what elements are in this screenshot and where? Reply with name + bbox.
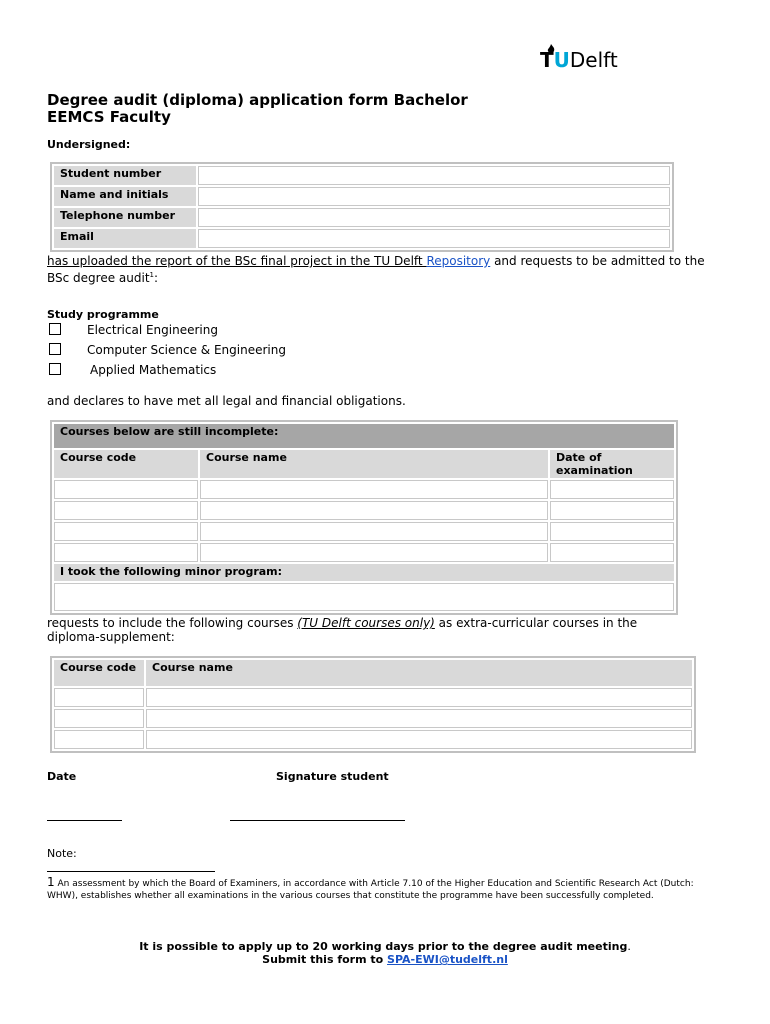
footnote-divider [47, 871, 215, 872]
deadline-period: . [627, 940, 631, 953]
undersigned-label: Undersigned: [47, 138, 131, 151]
programme-option[interactable] [49, 343, 286, 358]
name-field[interactable] [198, 187, 670, 206]
table-row [54, 688, 692, 707]
course-code-header: Course code [54, 660, 144, 686]
statement-colon: : [154, 271, 159, 285]
course-code-cell[interactable] [54, 709, 144, 728]
checkbox[interactable] [49, 323, 61, 335]
tudelft-logo [540, 48, 618, 72]
study-programme-label: Study programme [47, 308, 159, 321]
minor-label: I took the following minor program: [54, 564, 674, 581]
option-label: Applied Mathematics [90, 363, 217, 377]
extra-curricular-text [47, 616, 727, 644]
incomplete-courses-table [50, 420, 678, 615]
table-row [54, 583, 674, 611]
table-row [54, 660, 692, 686]
note-label: Note: [47, 847, 77, 860]
extra-text-3: diploma-supplement: [47, 630, 175, 644]
upload-statement [47, 254, 727, 285]
table-row [54, 709, 692, 728]
table-row [54, 564, 674, 581]
course-name-header: Course name [200, 450, 548, 478]
title-line-2: EEMCS Faculty [47, 108, 171, 126]
course-code-cell[interactable] [54, 522, 198, 541]
option-label: Computer Science & Engineering [87, 343, 286, 357]
extra-courses-table [50, 656, 696, 753]
title-line-1: Degree audit (diploma) application form Bachelor [47, 91, 468, 109]
submission-info [0, 940, 770, 966]
course-name-cell[interactable] [146, 730, 692, 749]
table-row [54, 424, 674, 448]
course-name-cell[interactable] [146, 709, 692, 728]
programme-option[interactable] [49, 363, 217, 378]
course-name-header: Course name [146, 660, 692, 686]
checkbox[interactable] [49, 343, 61, 355]
date-header: Date of examination [550, 450, 674, 478]
repository-link[interactable]: Repository [426, 254, 491, 268]
date-cell[interactable] [550, 522, 674, 541]
table-row [54, 166, 670, 185]
date-cell[interactable] [550, 501, 674, 520]
option-label: Electrical Engineering [87, 323, 218, 337]
declaration-text: and declares to have met all legal and financial obligations. [47, 394, 406, 408]
name-label: Name and initials [54, 187, 196, 206]
extra-text-2: as extra-curricular courses in the [434, 616, 638, 630]
email-field[interactable] [198, 229, 670, 248]
table-row [54, 208, 670, 227]
table-row [54, 730, 692, 749]
course-name-cell[interactable] [146, 688, 692, 707]
table-row [54, 229, 670, 248]
date-label: Date [47, 770, 77, 783]
signature-label: Signature student [276, 770, 389, 783]
statement-line-2: BSc degree audit [47, 271, 150, 285]
footnote-ref: 1 [149, 271, 155, 279]
course-code-cell[interactable] [54, 730, 144, 749]
signature-line[interactable] [230, 820, 405, 821]
extra-text-1: requests to include the following courses [47, 616, 298, 630]
course-code-cell[interactable] [54, 688, 144, 707]
course-code-cell[interactable] [54, 501, 198, 520]
student-info-table [50, 162, 674, 252]
footnote-number: 1 [47, 875, 55, 889]
extra-emphasis: (TU Delft courses only) [297, 616, 435, 630]
date-line[interactable] [47, 820, 122, 821]
email-label: Email [54, 229, 196, 248]
date-cell[interactable] [550, 480, 674, 499]
submit-text: Submit this form to [262, 953, 388, 966]
student-number-field[interactable] [198, 166, 670, 185]
statement-text: has uploaded the report of the BSc final project in the TU Delft [47, 254, 427, 268]
statement-text-2: and requests to be admitted to the [490, 254, 705, 268]
telephone-label: Telephone number [54, 208, 196, 227]
table-row [54, 543, 674, 562]
course-name-cell[interactable] [200, 480, 548, 499]
course-code-header: Course code [54, 450, 198, 478]
telephone-field[interactable] [198, 208, 670, 227]
checkbox[interactable] [49, 363, 61, 375]
date-cell[interactable] [550, 543, 674, 562]
course-name-cell[interactable] [200, 501, 548, 520]
student-number-label: Student number [54, 166, 196, 185]
logo-delft: Delft [569, 48, 618, 72]
course-name-cell[interactable] [200, 522, 548, 541]
table-row [54, 501, 674, 520]
logo-u: U [553, 48, 570, 72]
table-row [54, 480, 674, 499]
course-code-cell[interactable] [54, 543, 198, 562]
footnote-text: An assessment by which the Board of Examiners, in accordance with Article 7.10 of the Higher Education and Scientific Research Act (Dutch: WHW), establishes whether all examinations in the various courses that constitute the programme have been successfully completed. [47, 879, 694, 901]
minor-field[interactable] [54, 583, 674, 611]
programme-option[interactable] [49, 323, 218, 338]
deadline-text: It is possible to apply up to 20 working days prior to the degree audit meeting [139, 940, 628, 953]
course-code-cell[interactable] [54, 480, 198, 499]
course-name-cell[interactable] [200, 543, 548, 562]
logo-t: T [540, 48, 554, 72]
page-title [47, 92, 468, 126]
table-row [54, 450, 674, 478]
table-row [54, 522, 674, 541]
email-link[interactable]: SPA-EWI@tudelft.nl [387, 953, 508, 966]
incomplete-title: Courses below are still incomplete: [54, 424, 674, 448]
table-row [54, 187, 670, 206]
footnote [47, 876, 717, 902]
